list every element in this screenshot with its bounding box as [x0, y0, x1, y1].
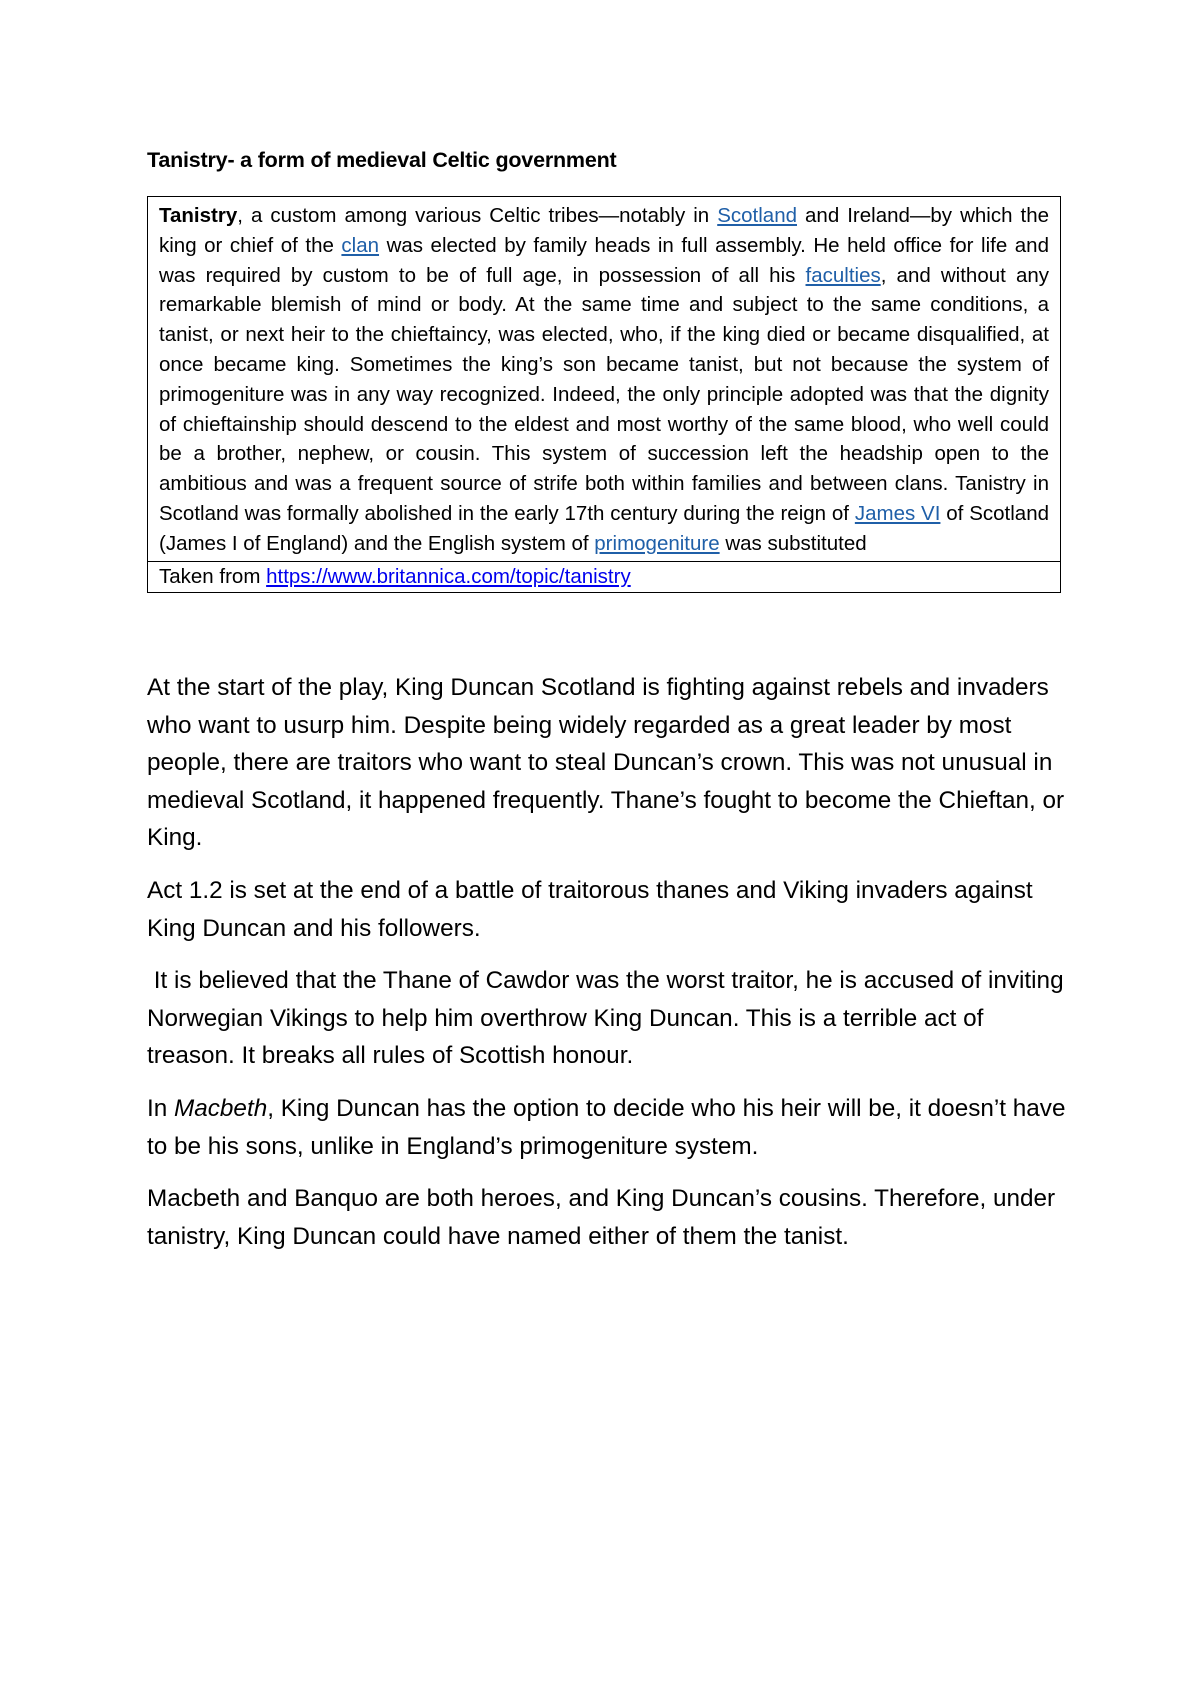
quote-table	[147, 196, 1061, 593]
quote-text-cell	[148, 197, 1060, 561]
play-title-macbeth: Macbeth	[174, 1094, 268, 1122]
paragraph-4-end: , King Duncan has the option to decide who his heir will be, it doesn’t have to be his sons, unlike in England’s primogeniture system.	[147, 1094, 1066, 1160]
quote-term: Tanistry	[159, 204, 238, 227]
link-faculties[interactable]: faculties	[805, 263, 881, 287]
source-url-link[interactable]: https://www.britannica.com/topic/tanistry	[266, 564, 631, 588]
quote-text-1: , a custom among various Celtic tribes—notably in	[237, 204, 718, 227]
paragraph-5: Macbeth and Banquo are both heroes, and King Duncan’s cousins. Therefore, under tanistry, King Duncan could have named either of them the tanist.	[147, 1185, 1056, 1250]
paragraph-4-start: In	[147, 1094, 175, 1122]
source-cell	[148, 561, 1060, 592]
quote-text-2: and Ireland—by which the king or chief of the	[159, 204, 1049, 257]
paragraph-3: It is believed that the Thane of Cawdor was the worst traitor, he is accused of inviting Norwegian Vikings to help him overthrow King Duncan. This is a terrible act of treason. It breaks all rules of Scottish honour.	[147, 967, 1071, 1070]
link-primogeniture[interactable]: primogeniture	[594, 531, 720, 555]
link-james-vi[interactable]: James VI	[854, 501, 941, 525]
document-title: Tanistry- a form of medieval Celtic government	[147, 148, 617, 172]
paragraph-1: At the start of the play, King Duncan Scotland is fighting against rebels and invaders who want to usurp him. Despite being widely regarded as a great leader by most people, there are traitors who want to steal Duncan’s crown. This was not unusual in medieval Scotland, it happened frequently. Thane’s fought to become the Chieftan, or King.	[147, 674, 1065, 852]
quote-text-5: of Scotland (James I of England) and the English system of	[159, 501, 1049, 555]
quote-text-3: was elected by family heads in full assembly. He held office for life and was required by custom to be of full age, in possession of all his	[159, 233, 1049, 287]
link-scotland[interactable]: Scotland	[717, 204, 797, 227]
body-text	[147, 669, 1077, 1270]
paragraph-4	[147, 1090, 1077, 1165]
quote-text-6: was substituted	[719, 531, 867, 555]
quote-text-4: , and without any remarkable blemish of mind or body. At the same time and subject to the same conditions, a tanist, or next heir to the chieftaincy, was elected, who, if the king died or became disqualified, at once became king. Sometimes the king’s son became tanist, but not because the system of primogeniture was in any way recognized. Indeed, the only principle adopted was that the dignity of chieftainship should descend to the eldest and most worthy of the same blood, who well could be a brother, nephew, or cousin. This system of succession left the headship open to the ambitious and was a frequent source of strife both within families and between clans. Tanistry in Scotland was formally abolished in the early 17th century during the reign of	[159, 263, 1049, 525]
paragraph-2: Act 1.2 is set at the end of a battle of traitorous thanes and Viking invaders against King Duncan and his followers.	[147, 876, 1033, 942]
source-prefix: Taken from	[159, 564, 267, 588]
link-clan[interactable]: clan	[341, 233, 380, 257]
